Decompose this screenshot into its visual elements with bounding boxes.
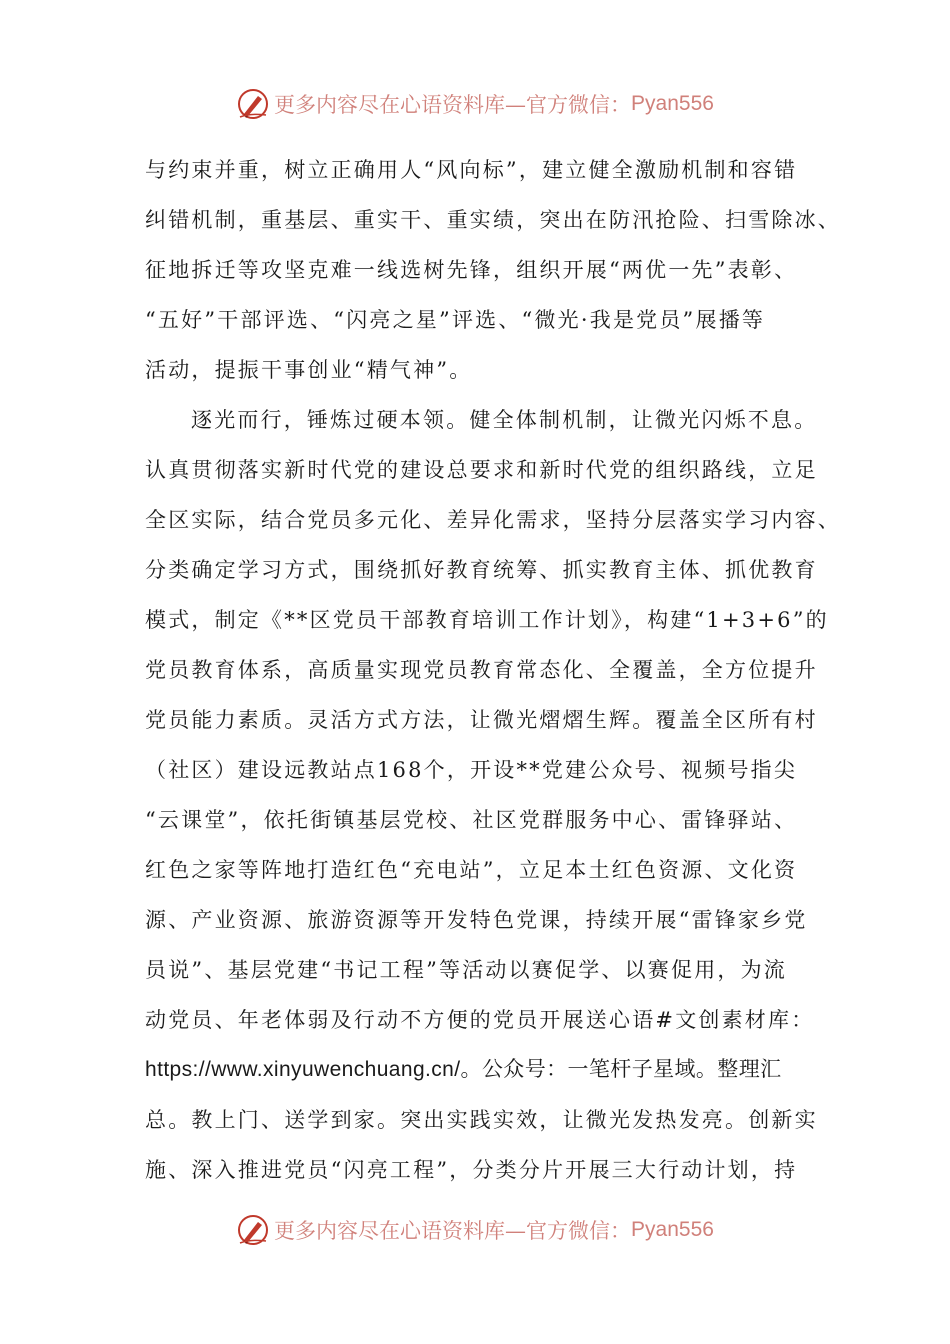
footer-banner [0, 1208, 950, 1252]
text-line: “云课堂”，依托街镇基层党校、社区党群服务中心、雷锋驿站、 [145, 808, 798, 832]
text-line: 源、产业资源、旅游资源等开发特色党课，持续开展“雷锋家乡党 [145, 908, 808, 932]
text-line: 征地拆迁等攻坚克难一线选树先锋，组织开展“两优一先”表彰、 [145, 258, 798, 282]
footer-wechat-id: Pyan556 [631, 1218, 714, 1241]
header-banner [0, 82, 950, 126]
text-line: 模式，制定《**区党员干部教育培训工作计划》，构建“1+3+6”的 [145, 608, 829, 632]
text-line: 纠错机制，重基层、重实干、重实绩，突出在防汛抢险、扫雪除冰、 [145, 208, 841, 232]
header-banner-text: 更多内容尽在心语资料库—官方微信： [274, 93, 632, 117]
text-line: 员说”、基层党建“书记工程”等活动以赛促学、以赛促用，为流 [145, 958, 788, 982]
header-wechat-id: Pyan556 [631, 92, 714, 115]
text-line: 活动，提振干事创业“精气神”。 [145, 358, 473, 382]
footer-banner-text: 更多内容尽在心语资料库—官方微信： [274, 1219, 632, 1243]
url-line: https://www.xinyuwenchuang.cn/。公众号：一笔杆子星域。整理汇 [145, 1058, 782, 1081]
text-line: 动党员、年老体弱及行动不方便的党员开展送心语#文创素材库： [145, 1008, 815, 1032]
text-line: 与约束并重，树立正确用人“风向标”，建立健全激励机制和容错 [145, 158, 798, 182]
pen-logo-icon [236, 1213, 270, 1247]
text-line: 认真贯彻落实新时代党的建设总要求和新时代党的组织路线，立足 [145, 458, 818, 482]
text-line: 党员教育体系，高质量实现党员教育常态化、全覆盖，全方位提升 [145, 658, 818, 682]
pen-logo-icon [236, 87, 270, 121]
document-body [145, 145, 841, 1195]
text-line: “五好”干部评选、“闪亮之星”评选、“微光·我是党员”展播等 [145, 308, 766, 332]
text-line: 红色之家等阵地打造红色“充电站”，立足本土红色资源、文化资 [145, 858, 798, 882]
text-line: 分类确定学习方式，围绕抓好教育统筹、抓实教育主体、抓优教育 [145, 558, 818, 582]
text-line: 施、深入推进党员“闪亮工程”，分类分片开展三大行动计划，持 [145, 1158, 798, 1182]
text-line: 党员能力素质。灵活方式方法，让微光熠熠生辉。覆盖全区所有村 [145, 708, 818, 732]
text-line: （社区）建设远教站点168个，开设**党建公众号、视频号指尖 [145, 758, 798, 782]
text-line: 总。教上门、送学到家。突出实践实效，让微光发热发亮。创新实 [145, 1108, 818, 1132]
text-line: 全区实际，结合党员多元化、差异化需求，坚持分层落实学习内容、 [145, 508, 841, 532]
paragraph-start-line: 逐光而行，锤炼过硬本领。健全体制机制，让微光闪烁不息。 [191, 408, 818, 432]
